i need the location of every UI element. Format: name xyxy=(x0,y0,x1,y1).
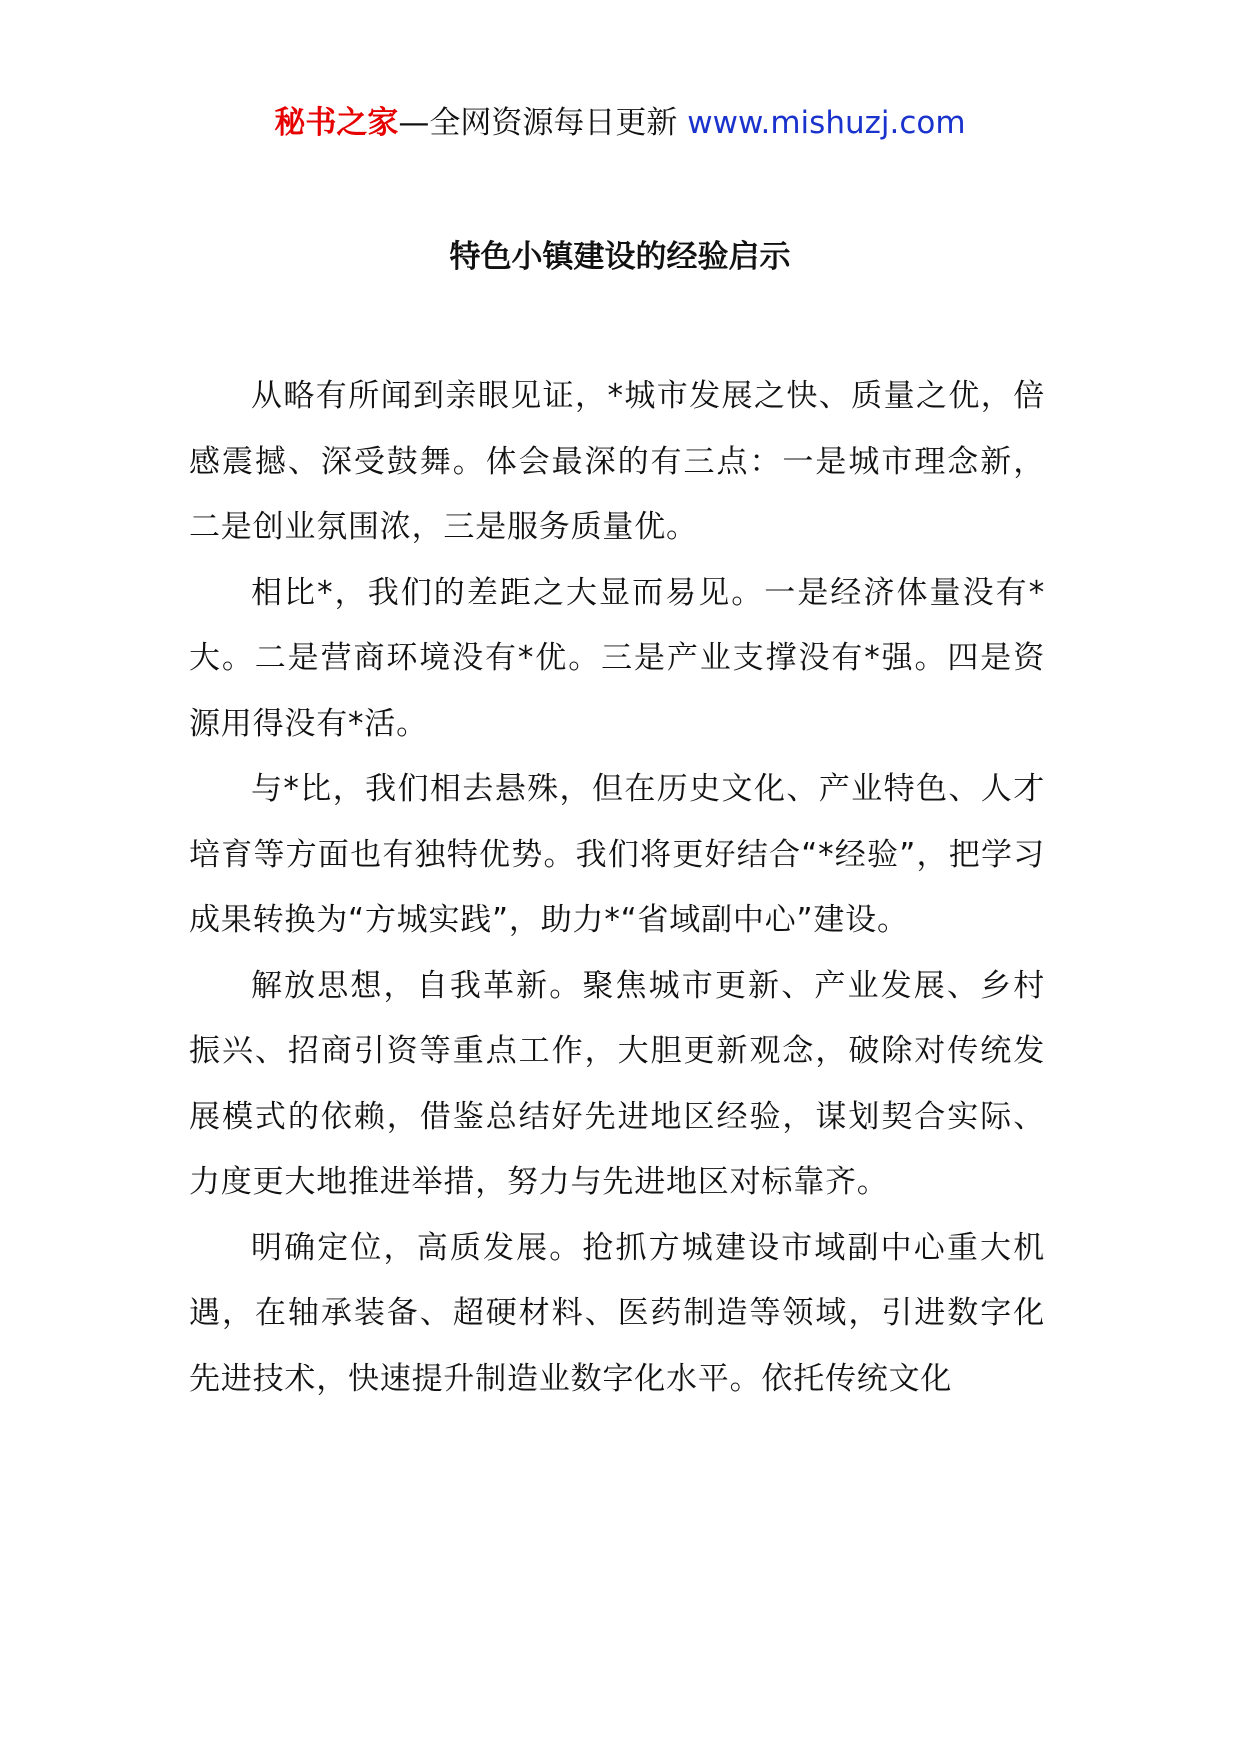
paragraph-3: 与*比，我们相去悬殊，但在历史文化、产业特色、人才培育等方面也有独特优势。我们将更好结合“*经验”，把学习成果转换为“方城实践”，助力*“省域副中心”建设。 xyxy=(189,771,1045,938)
document-title: 特色小镇建设的经验启示 xyxy=(449,239,791,275)
site-brand: 秘书之家 xyxy=(274,105,399,141)
document-body xyxy=(189,364,1045,1412)
site-url-link[interactable]: www.mishuzj.com xyxy=(687,105,966,141)
paragraph-2: 相比*，我们的差距之大显而易见。一是经济体量没有*大。二是营商环境没有*优。三是产业支撑没有*强。四是资源用得没有*活。 xyxy=(189,574,1045,742)
site-header xyxy=(0,100,1240,146)
paragraph-4: 解放思想，自我革新。聚焦城市更新、产业发展、乡村振兴、招商引资等重点工作，大胆更新观念，破除对传统发展模式的依赖，借鉴总结好先进地区经验，谋划契合实际、力度更大地推进举措，努力与先进地区对标靠齐。 xyxy=(189,967,1045,1200)
site-tagline: —全网资源每日更新 xyxy=(398,105,678,141)
paragraph-1: 从略有所闻到亲眼见证，*城市发展之快、质量之优，倍感震撼、深受鼓舞。体会最深的有三点：一是城市理念新，二是创业氛围浓，三是服务质量优。 xyxy=(189,378,1045,545)
paragraph-5: 明确定位，高质发展。抢抓方城建设市域副中心重大机遇，在轴承装备、超硬材料、医药制造等领域，引进数字化先进技术，快速提升制造业数字化水平。依托传统文化 xyxy=(189,1229,1045,1397)
